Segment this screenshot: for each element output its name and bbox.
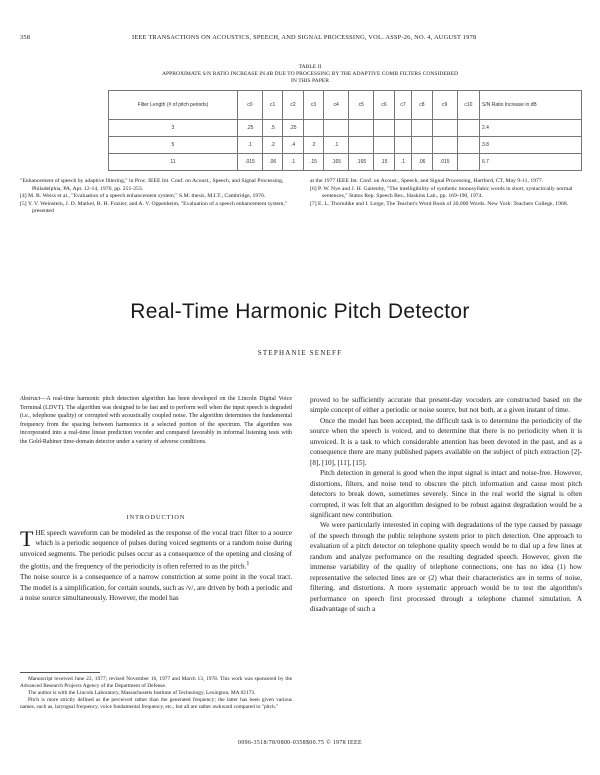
- table-cell: .15: [303, 154, 323, 171]
- table-cell: [412, 137, 432, 154]
- table-cell: [457, 137, 479, 154]
- reference-item: "Enhancement of speech by adaptive filtering," in Proc. IEEE Int. Conf. on Acoust., Speech, and Signal Processing, Philadelphia, PA, Apr. 12-14, 1976, pp. 251-253.: [20, 178, 284, 192]
- table-row: [109, 154, 582, 171]
- col-header: c3: [303, 91, 323, 120]
- table-row: [109, 137, 582, 154]
- drop-cap: T: [20, 526, 34, 551]
- table-cell: [374, 137, 394, 154]
- table-label: TABLE II: [298, 64, 322, 70]
- abstract: Abstract—A real-time harmonic pitch detection algorithm has been developed on the Lincoln Digital Voice Terminal (LDVT). The algorithm was designed to be fast and to perform well when the input speech is degraded (i.e., telephone quality) or corrupted with acoustically coupled noise. The algorithm determines the fundamental frequency from the spacing between harmonics in a selected portion of the spectrum. The algorithm was incorporated into a real-time linear prediction vocoder and compared favorably in informal listening tests with the Gold-Rabiner time-domain detector under a variety of adverse conditions.: [20, 396, 292, 445]
- abstract-label: Abstract: [20, 396, 41, 402]
- col-header: c0: [237, 91, 262, 120]
- table-cell: .2: [303, 137, 323, 154]
- col-header: Filter Length (# of pitch periods): [109, 91, 238, 120]
- table-cell: [349, 120, 374, 137]
- col-header: c6: [374, 91, 394, 120]
- intro-paragraph-2: The noise source is a consequence of a narrow constriction at some point in the vocal tract. The model is a simplification, for certain sounds, such as /v/, are driven by both a periodic and a noise source simultaneously. However, the model has: [20, 573, 292, 603]
- page-number: 358: [20, 34, 31, 41]
- table-cell: [394, 120, 412, 137]
- table-cell: 3: [109, 120, 238, 137]
- table-cell: 5: [109, 137, 238, 154]
- intro-paragraph-1: HE speech waveform can be modeled as the response of the vocal tract filter to a source which is a periodic sequence of pulses during voiced segments or a random noise during unvoiced segments. The periodic pulses occur as a consequence of the opening and closing of the glottis, and the frequency of the periodicity is often referred to as the pitch.: [20, 529, 292, 571]
- col-header: c10: [457, 91, 479, 120]
- footnote-manuscript: Manuscript received June 22, 1977; revised November 16, 1977 and March 13, 1978. This work was sponsored by the Advanced Research Projects Agency of the Department of Defense.: [20, 676, 292, 689]
- footnote-rule: [20, 672, 100, 673]
- col-header: c7: [394, 91, 412, 120]
- table-cell: .5: [263, 120, 283, 137]
- table-header-row: [109, 91, 582, 120]
- col-header: S/N Ratio Increase in dB: [480, 91, 582, 120]
- table-caption-line1: APPROXIMATE S/N RATIO INCREASE IN dB DUE TO PROCESSING BY THE ADAPTIVE COMB FILTERS CONSIDERED: [161, 71, 459, 77]
- table-cell: .06: [263, 154, 283, 171]
- introduction-text: THE speech waveform can be modeled as the response of the vocal tract filter to a source which is a periodic sequence of pulses during voiced segments or a random noise during unvoiced segments. The periodic pulses occur as a consequence of the opening and closing of the glottis, and the frequency of the periodicity is often referred to as the pitch.$^1$ The noise source is a consequence of a narrow constriction at some point in the vocal tract. The model is a simplification, for certain sounds, such as /v/, are driven by both a periodic and a noise source simultaneously. However, the model has: [20, 526, 292, 603]
- table-cell: .1: [283, 154, 303, 171]
- col-header: c2: [283, 91, 303, 120]
- footnotes: [20, 676, 292, 711]
- table-cell: .4: [283, 137, 303, 154]
- table-cell: [303, 120, 323, 137]
- right-paragraph-4: We were particularly interested in coping with degradations of the type caused by passage of the speech through the public telephone system prior to pitch detection. One approach to evaluation of a pitch detector on telephone quality speech would be to dial up a few lines at random and analyze performance on the resulting degraded speech. However, given the immense variability of the quality of telephone connections, one has no idea (1) how representative the selected lines are or (2) what their characteristics are in terms of noise, filtering, and distortions. A more systematic approach would be to test the algorithm's performance on speech first processed through a telephone channel simulation. A disadvantage of such a: [310, 521, 582, 614]
- reference-item: [7] E. L. Thorndike and I. Lorge, The Teacher's Word Book of 30,000 Words. New York: Teachers College, 1968.: [310, 200, 569, 207]
- table-row: [109, 120, 582, 137]
- reference-item: at the 1977 IEEE Int. Conf. on Acoust., Speech, and Signal Processing, Hartford, CT, May 9-11, 1977.: [310, 178, 544, 184]
- reference-item: [4] M. R. Weiss et al., "Evaluation of a speech enhancement system," S.M. thesis, M.I.T., Cambridge, 1976.: [20, 193, 266, 200]
- table-cell: .015: [432, 154, 457, 171]
- table-cell: [374, 120, 394, 137]
- table-cell: 11: [109, 154, 238, 171]
- journal-title: IEEE TRANSACTIONS ON ACOUSTICS, SPEECH, AND SIGNAL PROCESSING, VOL. ASSP-26, NO. 4, AUGUST 1978: [132, 34, 477, 41]
- table-cell: .25: [237, 120, 262, 137]
- table-cell: [432, 120, 457, 137]
- reference-item: [6] P. W. Nye and J. H. Gaitenby, "The intelligibility of synthetic monosyllabic words in short, syntactically normal sentences," Status Rep. Speech Res., Haskins Lab., pp. 169-190, 1974.: [310, 185, 573, 200]
- footnote-pitch: Pitch is more strictly defined as the perceived rather than the generated frequency; the latter has been given various names, such as, laryngeal frequency, voice fundamental frequency, etc., but all are rather awkward compared to "pitch.": [20, 697, 292, 710]
- table-cell: .06: [412, 154, 432, 171]
- abstract-text: A real-time harmonic pitch detection algorithm has been developed on the Lincoln Digital Voice Terminal (LDVT). The algorithm was designed to be fast and to perform well when the input speech is degraded (i.e., telephone quality) or corrupted with acoustically coupled noise. The algorithm determines the fundamental frequency from the spacing between harmonics in a selected portion of the spectrum. The algorithm was incorporated into a real-time linear prediction vocoder and compared favorably in informal listening tests with the Gold-Rabiner time-domain detector under a variety of adverse conditions.: [20, 396, 292, 445]
- right-column-text: [310, 395, 582, 615]
- reference-item: [5] Y. V. Weinstein, J. D. Markel, R. H. Frazier, and A. V. Oppenheim, "Evaluation of a speech enhancement system," presented: [20, 200, 288, 215]
- right-paragraph-3: Pitch detection in general is good when the input signal is intact and noise-free. However, distortions, filters, and noise tend to obscure the pitch information and cause most pitch detectors to break down, sometimes severely. Since in the real world the signal is often corrupted, it was felt that an algorithm designed to be robust against degradation would be a significant new contribution.: [310, 469, 582, 519]
- right-paragraph-1: proved to be sufficiently accurate that present-day vocoders are constructed based on the simple concept of either a periodic or noise source, but not both, at a given instant of time.: [310, 396, 582, 415]
- section-heading-introduction: INTRODUCTION: [126, 514, 186, 521]
- table-caption-line2: IN THIS PAPER: [291, 78, 329, 84]
- table-cell: [457, 120, 479, 137]
- table-cell: .1: [324, 137, 349, 154]
- table-cell: [412, 120, 432, 137]
- table-cell: [394, 137, 412, 154]
- references-right: [310, 178, 582, 208]
- references-left: [20, 178, 292, 216]
- table-cell: 2.4: [480, 120, 582, 137]
- table-cell: .2: [263, 137, 283, 154]
- table-cell: 3.8: [480, 137, 582, 154]
- table-cell: 6.7: [480, 154, 582, 171]
- table-cell: .1: [237, 137, 262, 154]
- footnote-affiliation: The author is with the Lincoln Laboratory, Massachusetts Institute of Technology, Lexington, MA 02173.: [28, 690, 256, 696]
- snr-table: [108, 90, 582, 171]
- table-cell: .1: [394, 154, 412, 171]
- table-cell: .165: [349, 154, 374, 171]
- table-cell: [432, 137, 457, 154]
- right-paragraph-2: Once the model has been accepted, the difficult task is to determine the periodicity of the source when the speech is voiced, and to determine that there is no periodicity when it is unvoiced. It is a task to which considerable attention has been devoted in the past, and as a consequence there are many published papers available on the subject of pitch extraction [2]-[8], [10], [11], [15].: [310, 416, 582, 467]
- table-cell: [349, 137, 374, 154]
- author-name: STEPHANIE SENEFF: [257, 349, 343, 357]
- table-cell: [324, 120, 349, 137]
- table-cell: .15: [374, 154, 394, 171]
- col-header: c1: [263, 91, 283, 120]
- col-header: c4: [324, 91, 349, 120]
- table-cell: .165: [324, 154, 349, 171]
- table-cell: [457, 154, 479, 171]
- col-header: c5: [349, 91, 374, 120]
- col-header: c9: [432, 91, 457, 120]
- copyright-line: 0096-3518/78/0800-0358$00.75 © 1978 IEEE: [238, 740, 362, 746]
- table-cell: .015: [237, 154, 262, 171]
- col-header: c8: [412, 91, 432, 120]
- paper-title: Real-Time Harmonic Pitch Detector: [130, 300, 470, 323]
- table-cell: .25: [283, 120, 303, 137]
